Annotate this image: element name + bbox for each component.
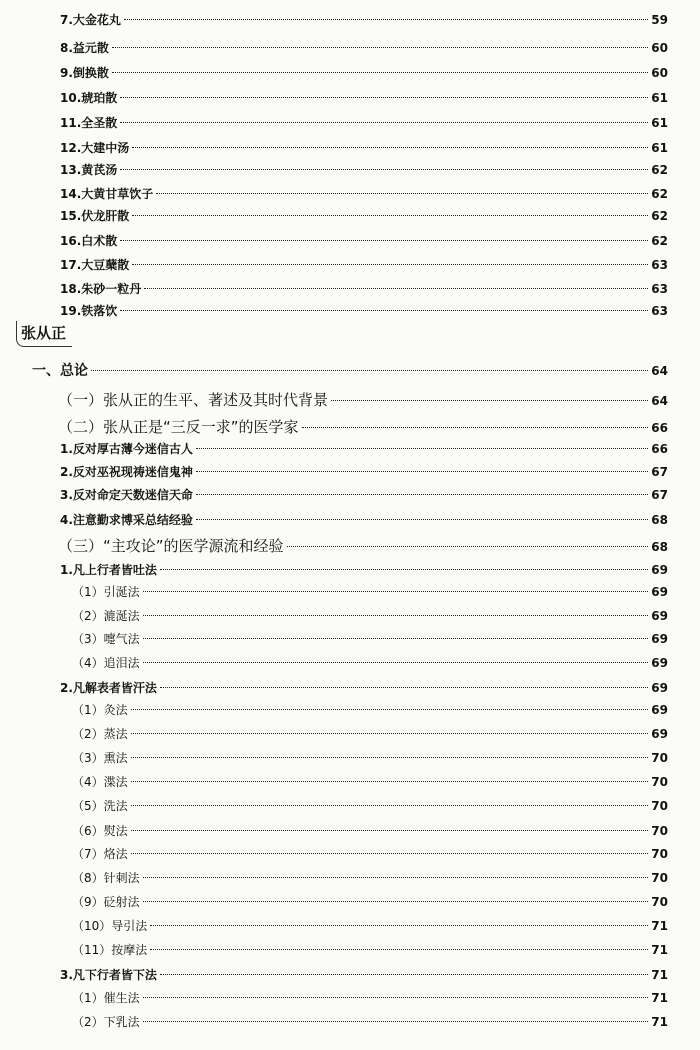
toc-entry-label: （5）洗法	[72, 799, 128, 813]
toc-entry-page: 69	[651, 703, 668, 717]
toc-entry-page: 68	[651, 513, 668, 527]
toc-entry-page: 71	[651, 943, 668, 957]
toc-entry-page: 71	[651, 991, 668, 1005]
toc-entry	[60, 161, 668, 181]
toc-entry-page: 71	[651, 968, 668, 982]
dot-leader	[196, 494, 648, 495]
dot-leader	[143, 901, 649, 902]
toc-entry	[60, 232, 668, 252]
dot-leader	[143, 638, 649, 639]
toc-entry	[72, 654, 668, 674]
toc-entry-page: 66	[651, 421, 668, 435]
toc-entry-page: 63	[651, 304, 668, 318]
dot-leader	[112, 47, 648, 48]
dot-leader	[150, 949, 648, 950]
toc-entry-label: 17.大豆蘖散	[60, 258, 130, 272]
toc-entry	[60, 561, 668, 581]
toc-entry-page: 69	[651, 585, 668, 599]
toc-entry-label: 3.反对命定天数迷信天命	[60, 488, 193, 502]
dot-leader	[120, 122, 648, 123]
toc-entry-page: 70	[651, 751, 668, 765]
dot-leader	[124, 19, 648, 20]
toc-entry-label: 12.大建中汤	[60, 141, 130, 155]
dot-leader	[120, 240, 648, 241]
toc-entry	[60, 280, 668, 300]
toc-entry	[60, 64, 668, 84]
toc-entry-label: （10）导引法	[72, 919, 148, 933]
toc-entry	[58, 535, 668, 555]
toc-entry-label: （9）砭射法	[72, 895, 140, 909]
toc-entry-label: 9.倒换散	[60, 66, 109, 80]
dot-leader	[120, 97, 648, 98]
toc-entry	[72, 773, 668, 793]
toc-entry-label: 2.凡解表者皆汗法	[60, 681, 157, 695]
toc-entry	[72, 893, 668, 913]
toc-entry-label: 7.大金花丸	[60, 13, 121, 27]
toc-entry-page: 61	[651, 116, 668, 130]
toc-entry-label: （3）嚏气法	[72, 632, 140, 646]
toc-entry	[60, 11, 668, 31]
toc-entry-label: 19.铁落饮	[60, 304, 118, 318]
toc-entry-page: 71	[651, 1015, 668, 1029]
toc-entry	[60, 440, 668, 460]
toc-entry-page: 60	[651, 66, 668, 80]
toc-entry-label: （8）针刺法	[72, 871, 140, 885]
dot-leader	[143, 997, 649, 998]
dot-leader	[131, 830, 649, 831]
toc-entry-page: 64	[651, 364, 668, 378]
dot-leader	[143, 615, 649, 616]
toc-entry-page: 62	[651, 163, 668, 177]
toc-entry-label: 13.黄芪汤	[60, 163, 118, 177]
toc-entry-page: 63	[651, 282, 668, 296]
toc-entry	[72, 917, 668, 937]
toc-entry	[58, 389, 668, 409]
dot-leader	[144, 288, 648, 289]
toc-entry	[60, 486, 668, 506]
toc-entry-label: 1.反对厚古薄今迷信古人	[60, 442, 193, 456]
toc-entry-page: 70	[651, 824, 668, 838]
toc-entry	[60, 207, 668, 227]
toc-entry	[60, 185, 668, 205]
toc-entry-label: （11）按摩法	[72, 943, 148, 957]
toc-entry	[60, 39, 668, 59]
toc-entry-label: （6）熨法	[72, 824, 128, 838]
dot-leader	[196, 448, 648, 449]
dot-leader	[131, 805, 649, 806]
toc-entry	[72, 1013, 668, 1033]
toc-entry	[58, 416, 668, 436]
toc-entry	[60, 302, 668, 322]
toc-entry	[72, 725, 668, 745]
toc-entry-page: 70	[651, 847, 668, 861]
dot-leader	[131, 757, 649, 758]
toc-entry-page: 71	[651, 919, 668, 933]
dot-leader	[160, 687, 648, 688]
dot-leader	[120, 169, 648, 170]
dot-leader	[302, 427, 649, 428]
toc-entry-page: 66	[651, 442, 668, 456]
dot-leader	[331, 400, 648, 401]
dot-leader	[120, 310, 648, 311]
dot-leader	[160, 569, 648, 570]
toc-entry-label: 2.反对巫祝现祷迷信鬼神	[60, 465, 193, 479]
toc-entry-label: （7）烙法	[72, 847, 128, 861]
toc-entry-label: （一）张从正的生平、著述及其时代背景	[58, 391, 329, 409]
toc-entry-label: （1）灸法	[72, 703, 128, 717]
toc-entry-label: （3）熏法	[72, 751, 128, 765]
toc-entry-page: 69	[651, 681, 668, 695]
toc-entry-label: （三）“主攻论”的医学源流和经验	[58, 537, 284, 555]
dot-leader	[132, 147, 648, 148]
toc-entry	[32, 360, 668, 380]
toc-entry-page: 62	[651, 187, 668, 201]
toc-entry-page: 63	[651, 258, 668, 272]
dot-leader	[131, 709, 649, 710]
toc-entry-page: 70	[651, 799, 668, 813]
toc-entry-label: 10.琥珀散	[60, 91, 118, 105]
dot-leader	[131, 733, 649, 734]
toc-entry-page: 69	[651, 632, 668, 646]
toc-entry-label: 3.凡下行者皆下法	[60, 968, 157, 982]
toc-entry	[72, 583, 668, 603]
toc-entry-page: 70	[651, 775, 668, 789]
toc-entry-label: 16.白术散	[60, 234, 118, 248]
toc-entry	[60, 89, 668, 109]
toc-entry	[60, 463, 668, 483]
dot-leader	[143, 662, 649, 663]
toc-entry	[60, 114, 668, 134]
toc-entry	[72, 701, 668, 721]
dot-leader	[143, 591, 649, 592]
toc-entry	[72, 630, 668, 650]
dot-leader	[143, 877, 649, 878]
toc-entry-label: 4.注意勤求博采总结经验	[60, 513, 193, 527]
toc-entry	[60, 511, 668, 531]
dot-leader	[196, 471, 648, 472]
toc-entry-label: （2）蒸法	[72, 727, 128, 741]
dot-leader	[91, 370, 648, 371]
toc-entry	[72, 869, 668, 889]
toc-entry	[72, 607, 668, 627]
toc-entry	[72, 989, 668, 1009]
toc-entry-page: 64	[651, 394, 668, 408]
toc-entry-page: 68	[651, 540, 668, 554]
toc-entry-page: 59	[651, 13, 668, 27]
dot-leader	[131, 853, 649, 854]
dot-leader	[131, 781, 649, 782]
dot-leader	[156, 193, 648, 194]
toc-entry-page: 69	[651, 563, 668, 577]
toc-entry-page: 69	[651, 727, 668, 741]
toc-entry-label: 一、总论	[32, 363, 88, 379]
toc-entry	[60, 966, 668, 986]
toc-entry-label: 8.益元散	[60, 41, 109, 55]
dot-leader	[196, 519, 648, 520]
toc-entry-label: 18.朱砂一粒丹	[60, 282, 142, 296]
dot-leader	[143, 1021, 649, 1022]
toc-entry	[72, 797, 668, 817]
toc-entry-page: 62	[651, 209, 668, 223]
toc-entry	[60, 679, 668, 699]
toc-entry-page: 67	[651, 465, 668, 479]
toc-entry-label: （二）张从正是“三反一求”的医学家	[58, 418, 299, 436]
toc-entry-page: 61	[651, 141, 668, 155]
toc-entry	[72, 941, 668, 961]
dot-leader	[287, 546, 649, 547]
toc-entry-label: （4）渫法	[72, 775, 128, 789]
toc-entry	[60, 139, 668, 159]
toc-entry-page: 69	[651, 656, 668, 670]
dot-leader	[132, 215, 648, 216]
toc-entry-label: 1.凡上行者皆吐法	[60, 563, 157, 577]
toc-entry-label: （4）追泪法	[72, 656, 140, 670]
chapter-title: 张从正	[16, 321, 72, 347]
toc-entry	[72, 845, 668, 865]
toc-entry	[72, 822, 668, 842]
toc-entry-page: 69	[651, 609, 668, 623]
toc-entry	[72, 749, 668, 769]
toc-entry-page: 67	[651, 488, 668, 502]
toc-entry-label: （1）催生法	[72, 991, 140, 1005]
toc-entry-label: 15.伏龙肝散	[60, 209, 130, 223]
toc-entry-page: 70	[651, 871, 668, 885]
toc-entry-label: （2）下乳法	[72, 1015, 140, 1029]
toc-entry-page: 62	[651, 234, 668, 248]
toc-entry-label: 11.全圣散	[60, 116, 118, 130]
dot-leader	[150, 925, 648, 926]
toc-entry-page: 61	[651, 91, 668, 105]
toc-entry	[60, 256, 668, 276]
toc-entry-label: 14.大黄甘草饮子	[60, 187, 154, 201]
dot-leader	[160, 974, 648, 975]
toc-entry-page: 60	[651, 41, 668, 55]
toc-entry-label: （1）引涎法	[72, 585, 140, 599]
dot-leader	[132, 264, 648, 265]
toc-entry-page: 70	[651, 895, 668, 909]
dot-leader	[112, 72, 648, 73]
toc-entry-label: （2）漉涎法	[72, 609, 140, 623]
